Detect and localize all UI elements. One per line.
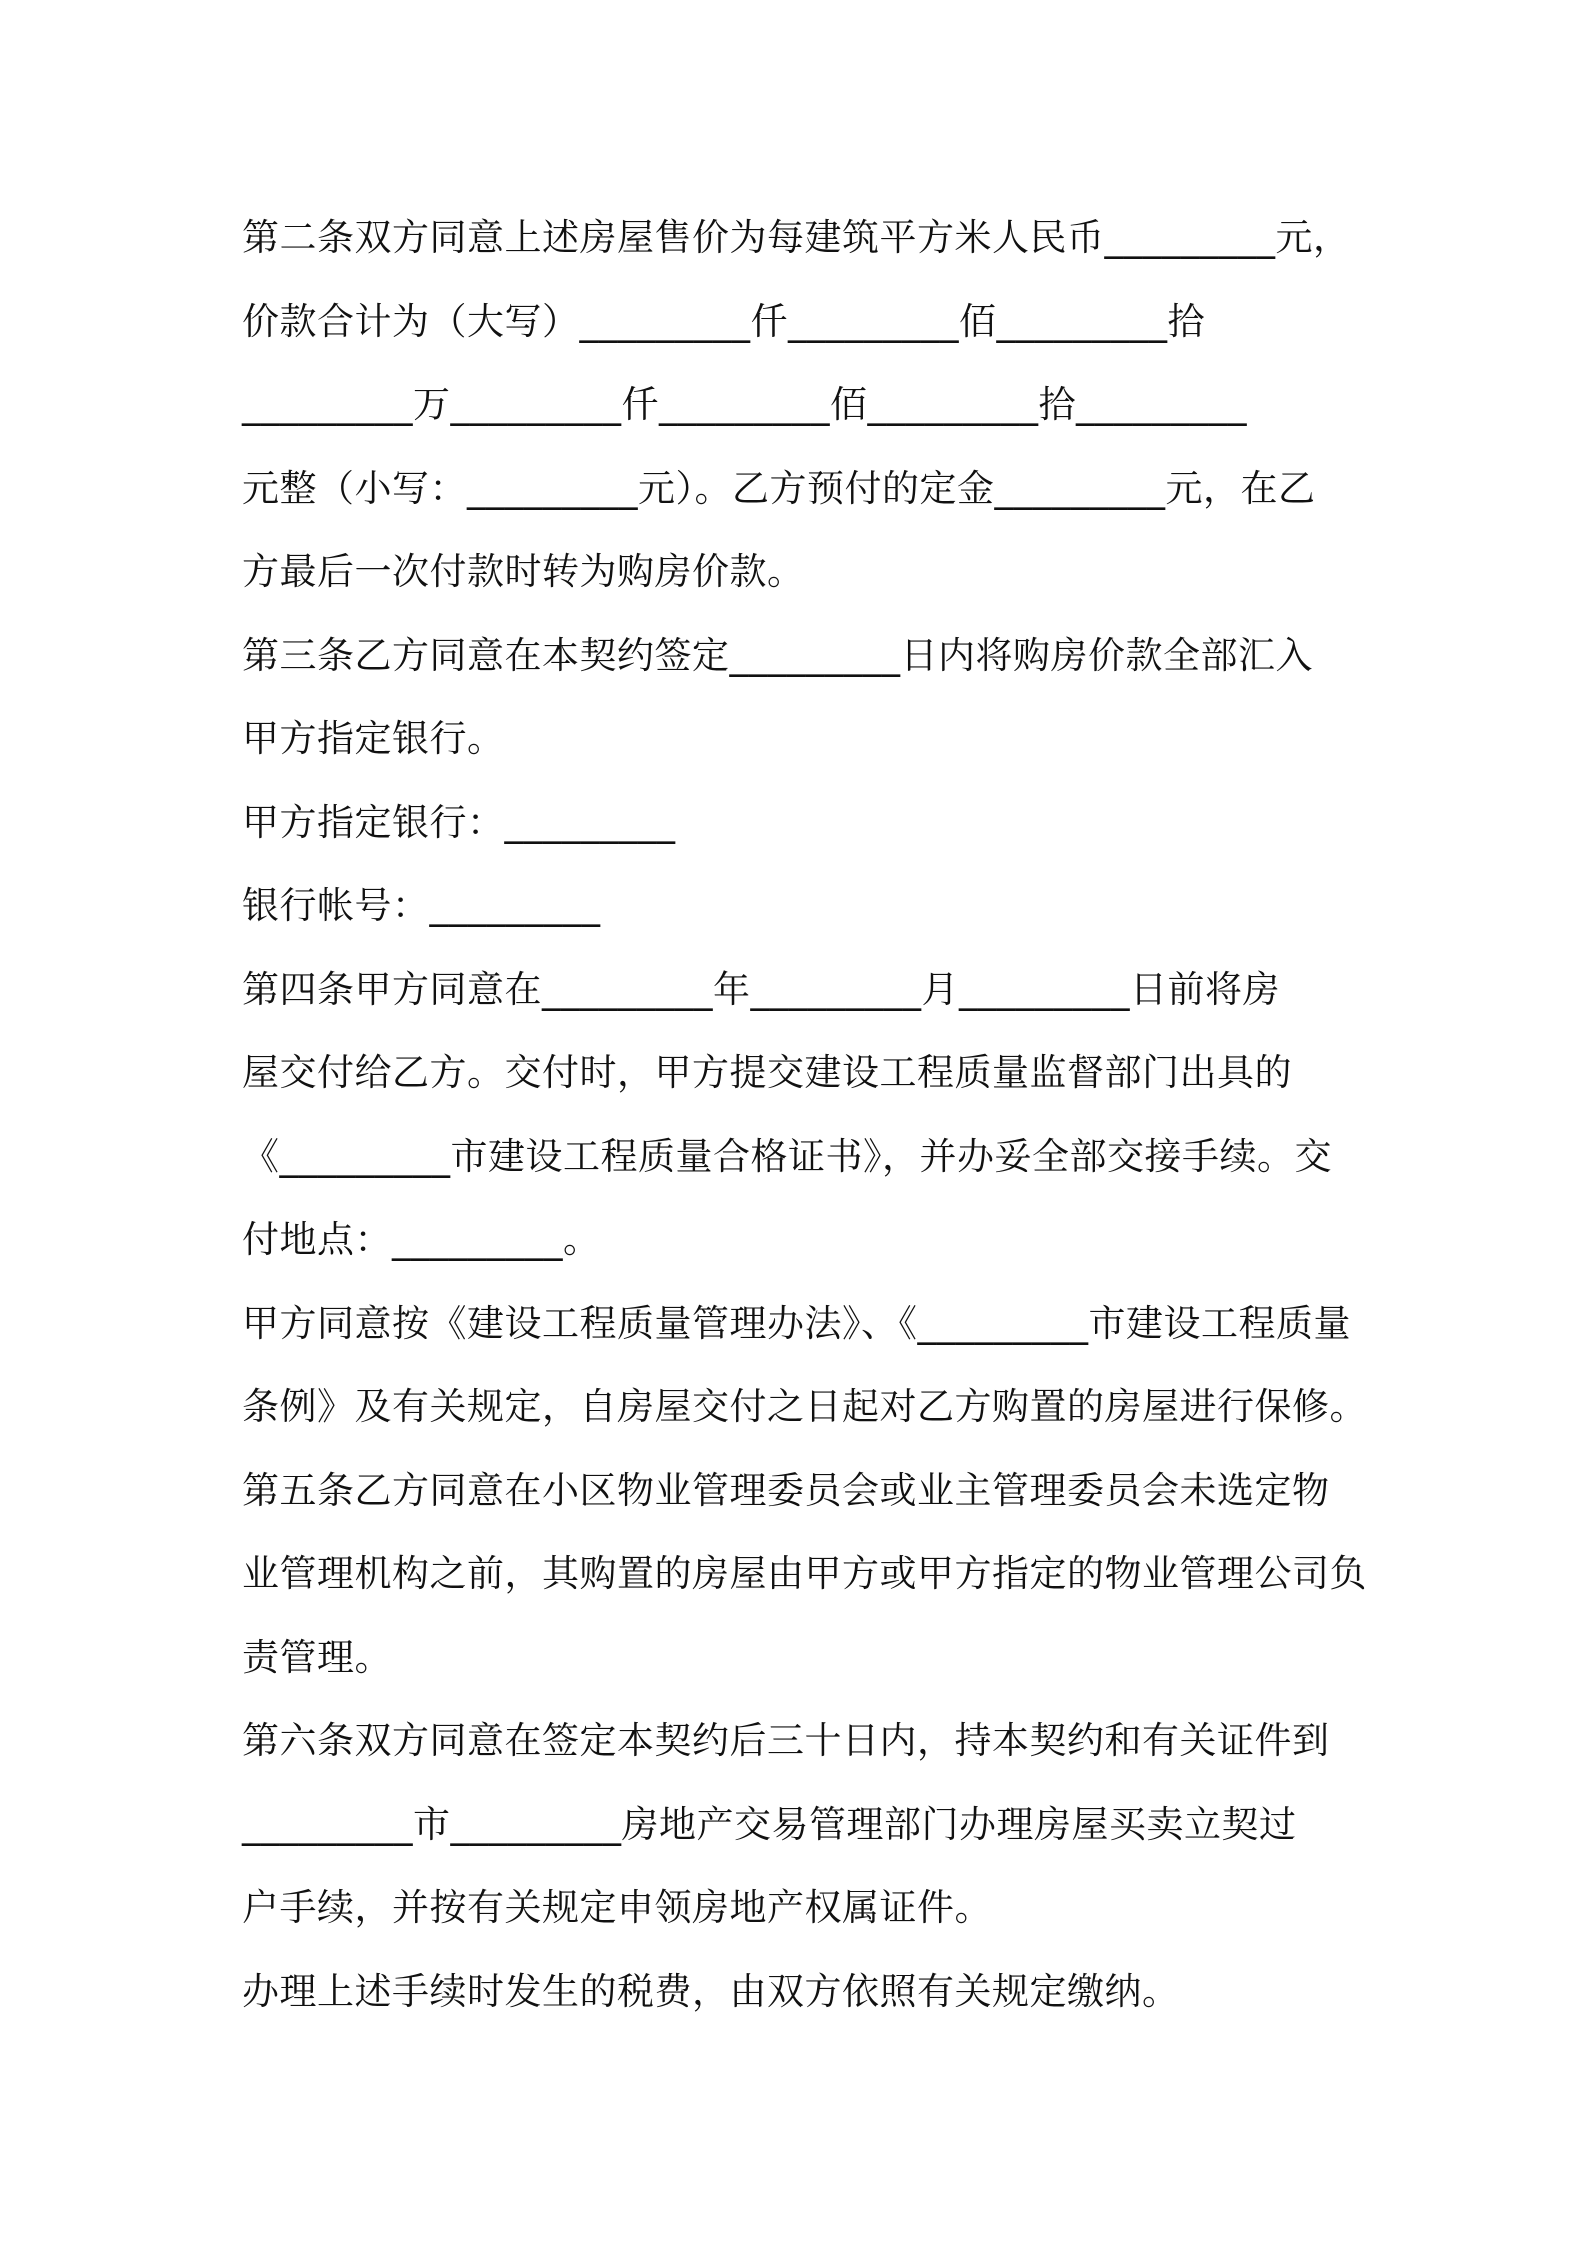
taxes-line: 办理上述手续时发生的税费，由双方依照有关规定缴纳。 <box>242 1969 1180 2013</box>
article-4-line-2: 屋交付给乙方。交付时，甲方提交建设工程质量监督部门出具的 <box>242 1051 1292 1094</box>
contract-body <box>242 196 1367 2033</box>
article-6-line-3: 户手续，并按有关规定申领房地产权属证件。 <box>242 1886 992 1929</box>
article-5-line-1: 第五条乙方同意在小区物业管理委员会或业主管理委员会未选定物 <box>242 1468 1330 1512</box>
article-2-line-1: 第二条双方同意上述房屋售价为每建筑平方米人民币_________元， <box>242 216 1351 259</box>
warranty-line-2: 条例》及有关规定，自房屋交付之日起对乙方购置的房屋进行保修。 <box>242 1385 1367 1428</box>
bank-account-line: 银行帐号：_________ <box>242 884 601 927</box>
article-4-line-4: 付地点：_________。 <box>242 1218 601 1261</box>
article-4-line-1: 第四条甲方同意在_________年_________月_________日前将房 <box>242 967 1280 1011</box>
designated-bank-line: 甲方指定银行：_________ <box>242 800 676 844</box>
article-3-line-2: 甲方指定银行。 <box>242 717 505 760</box>
article-6-line-1: 第六条双方同意在签定本契约后三十日内，持本契约和有关证件到 <box>242 1719 1330 1762</box>
article-5-line-2: 业管理机构之前，其购置的房屋由甲方或甲方指定的物业管理公司负 <box>242 1552 1367 1595</box>
article-6-line-2: _________市_________房地产交易管理部门办理房屋买卖立契过 <box>242 1802 1297 1846</box>
article-2-line-4: 元整（小写：_________元）。乙方预付的定金_________元，在乙 <box>242 466 1316 510</box>
article-2-line-5: 方最后一次付款时转为购房价款。 <box>242 550 805 593</box>
article-2-line-3: _________万_________仟_________佰_________拾_________ <box>242 383 1247 426</box>
article-3-line-1: 第三条乙方同意在本契约签定_________日内将购房价款全部汇入 <box>242 633 1313 677</box>
article-4-line-3: 《_________市建设工程质量合格证书》，并办妥全部交接手续。交 <box>242 1134 1332 1178</box>
article-5-line-3: 责管理。 <box>242 1635 392 1679</box>
warranty-line-1: 甲方同意按《建设工程质量管理办法》、《_________市建设工程质量 <box>242 1301 1351 1345</box>
article-2-line-2: 价款合计为（大写）_________仟_________佰_________拾 <box>242 299 1205 343</box>
